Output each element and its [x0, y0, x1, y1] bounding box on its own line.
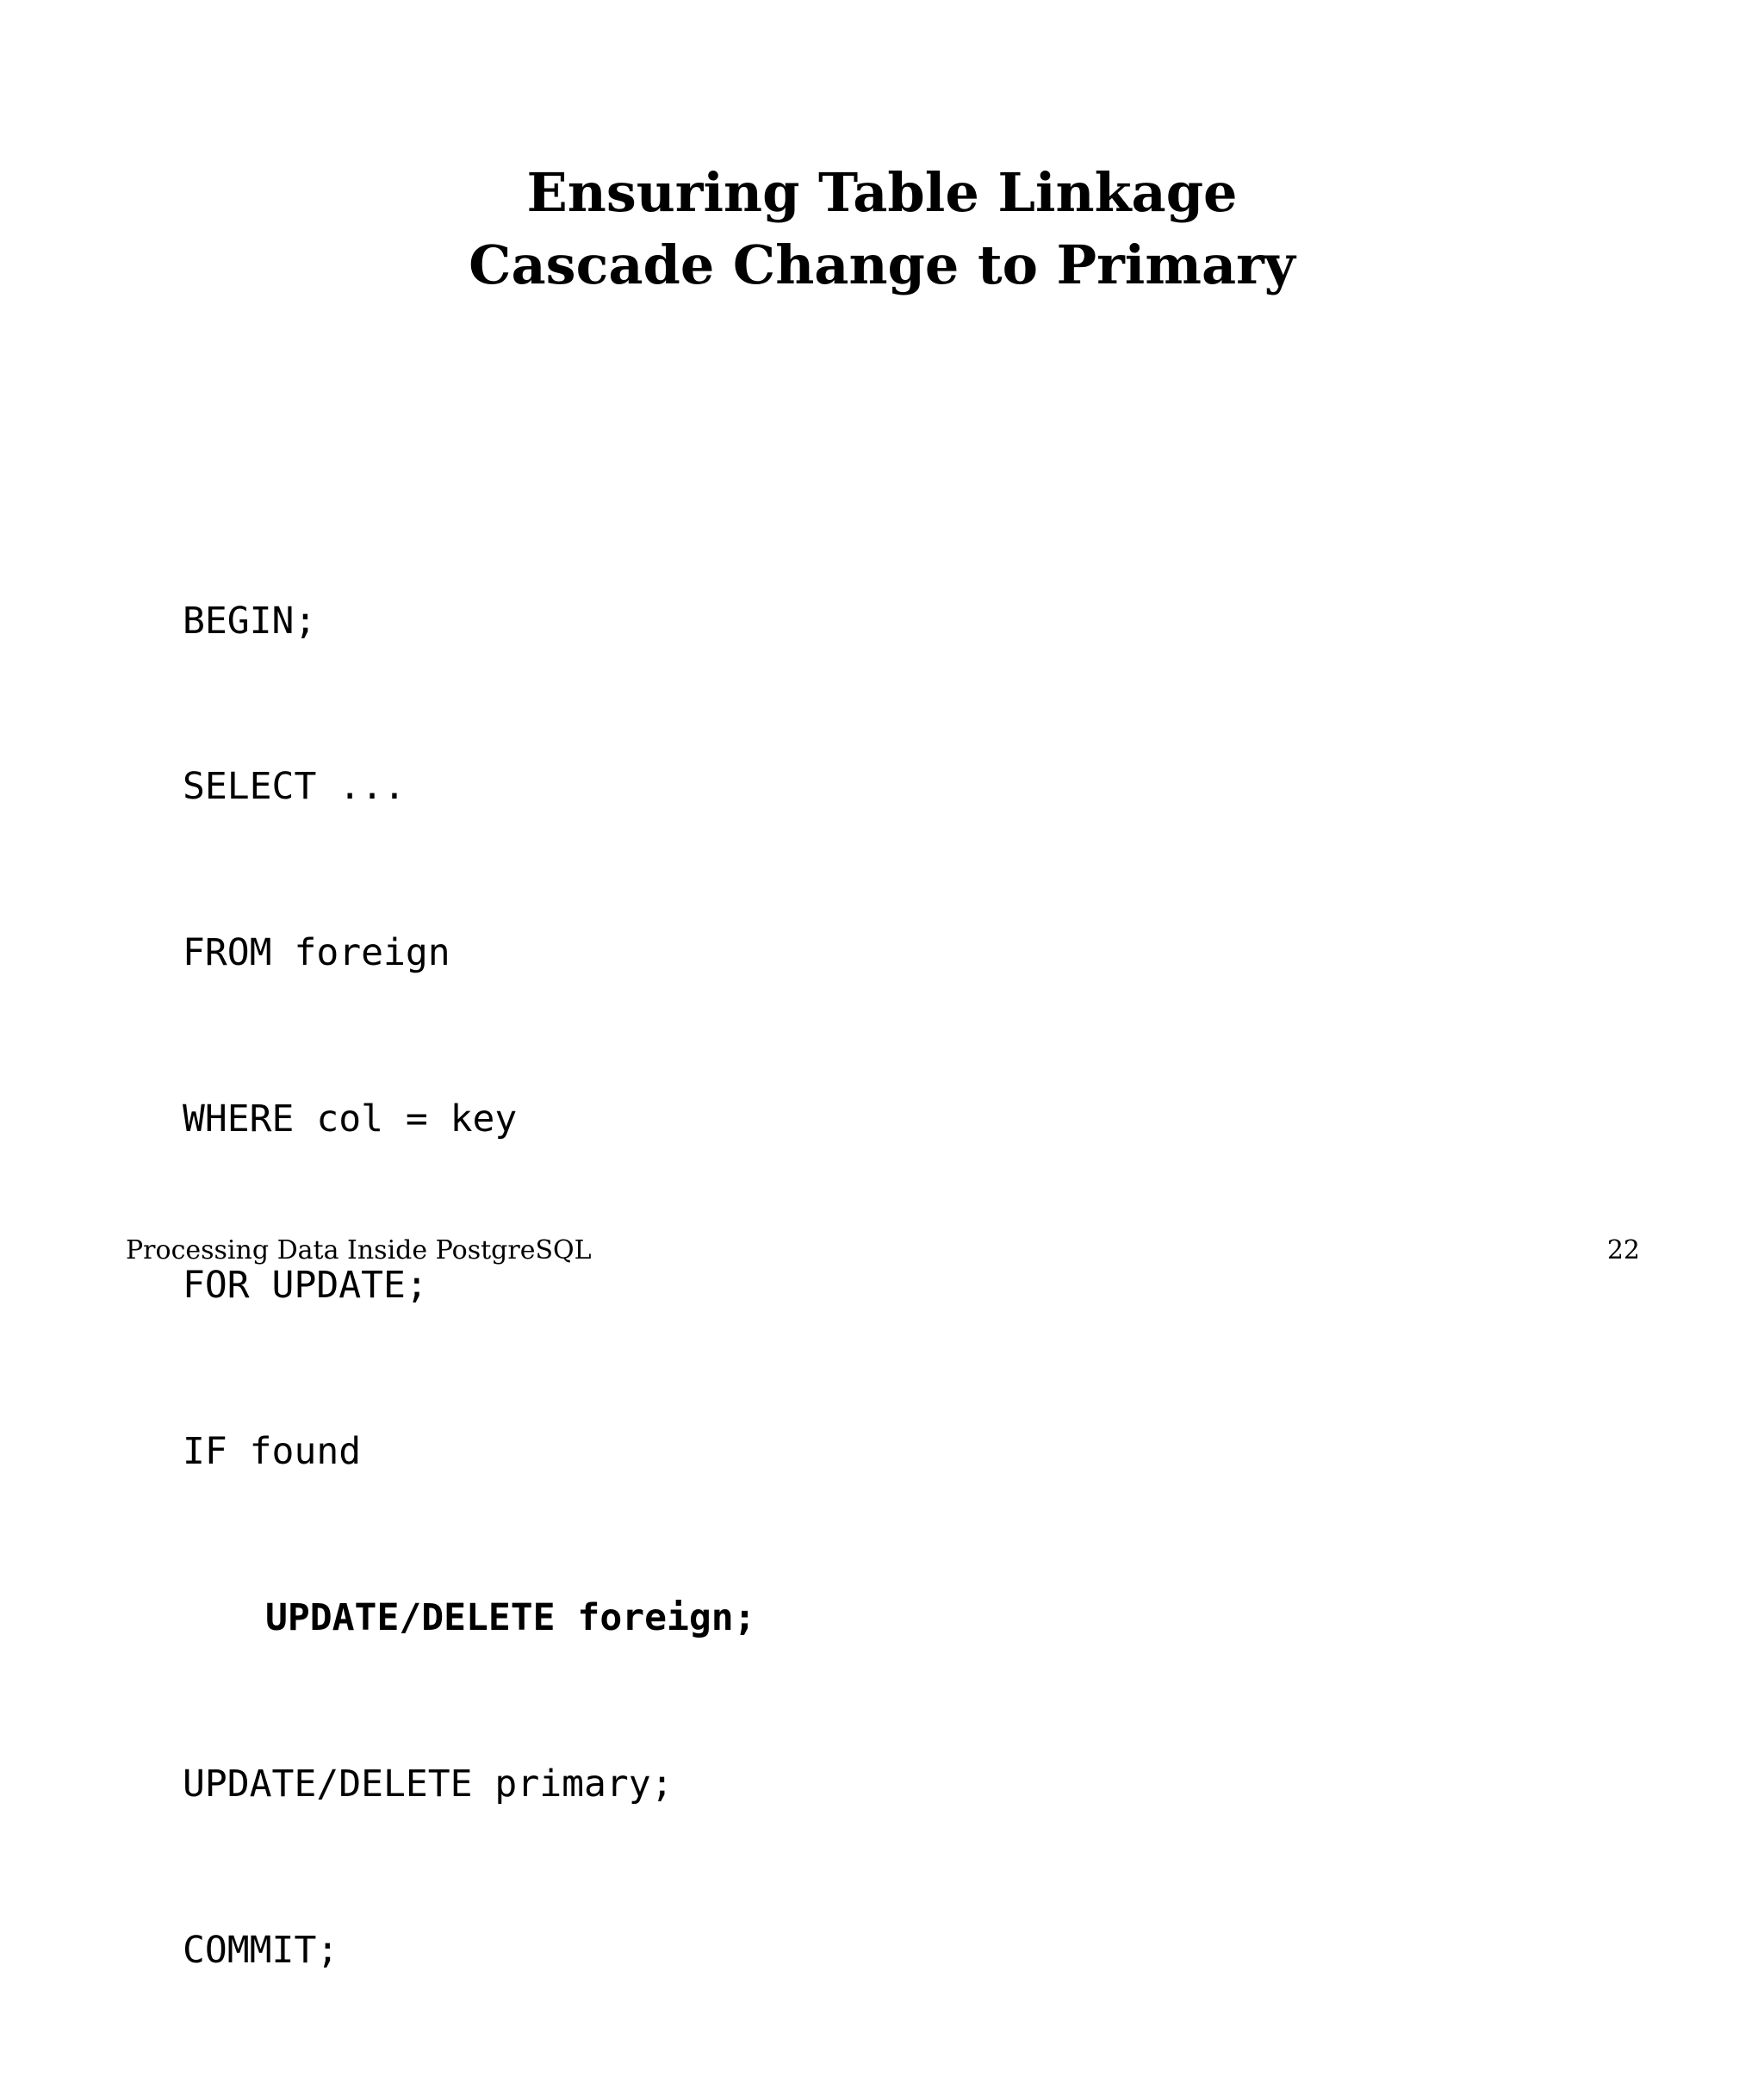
- page-number: 22: [1606, 1235, 1640, 1265]
- code-line: WHERE col = key: [183, 1097, 518, 1141]
- title-line-1: Ensuring Table Linkage: [526, 161, 1238, 224]
- code-line: BEGIN;: [183, 599, 317, 643]
- code-line: UPDATE/DELETE primary;: [183, 1762, 674, 1806]
- footer-title: Processing Data Inside PostgreSQL: [126, 1235, 592, 1265]
- code-line: COMMIT;: [183, 1928, 339, 1972]
- title-line-2: Cascade Change to Primary: [469, 233, 1295, 296]
- code-block: [183, 482, 756, 2089]
- code-line: FOR UPDATE;: [183, 1264, 428, 1308]
- code-line-highlighted: UPDATE/DELETE foreign;: [265, 1595, 756, 1639]
- code-line: FROM foreign: [183, 931, 450, 975]
- code-line: IF found: [183, 1430, 362, 1474]
- slide-title: [0, 157, 1764, 302]
- code-line: SELECT ...: [183, 765, 406, 809]
